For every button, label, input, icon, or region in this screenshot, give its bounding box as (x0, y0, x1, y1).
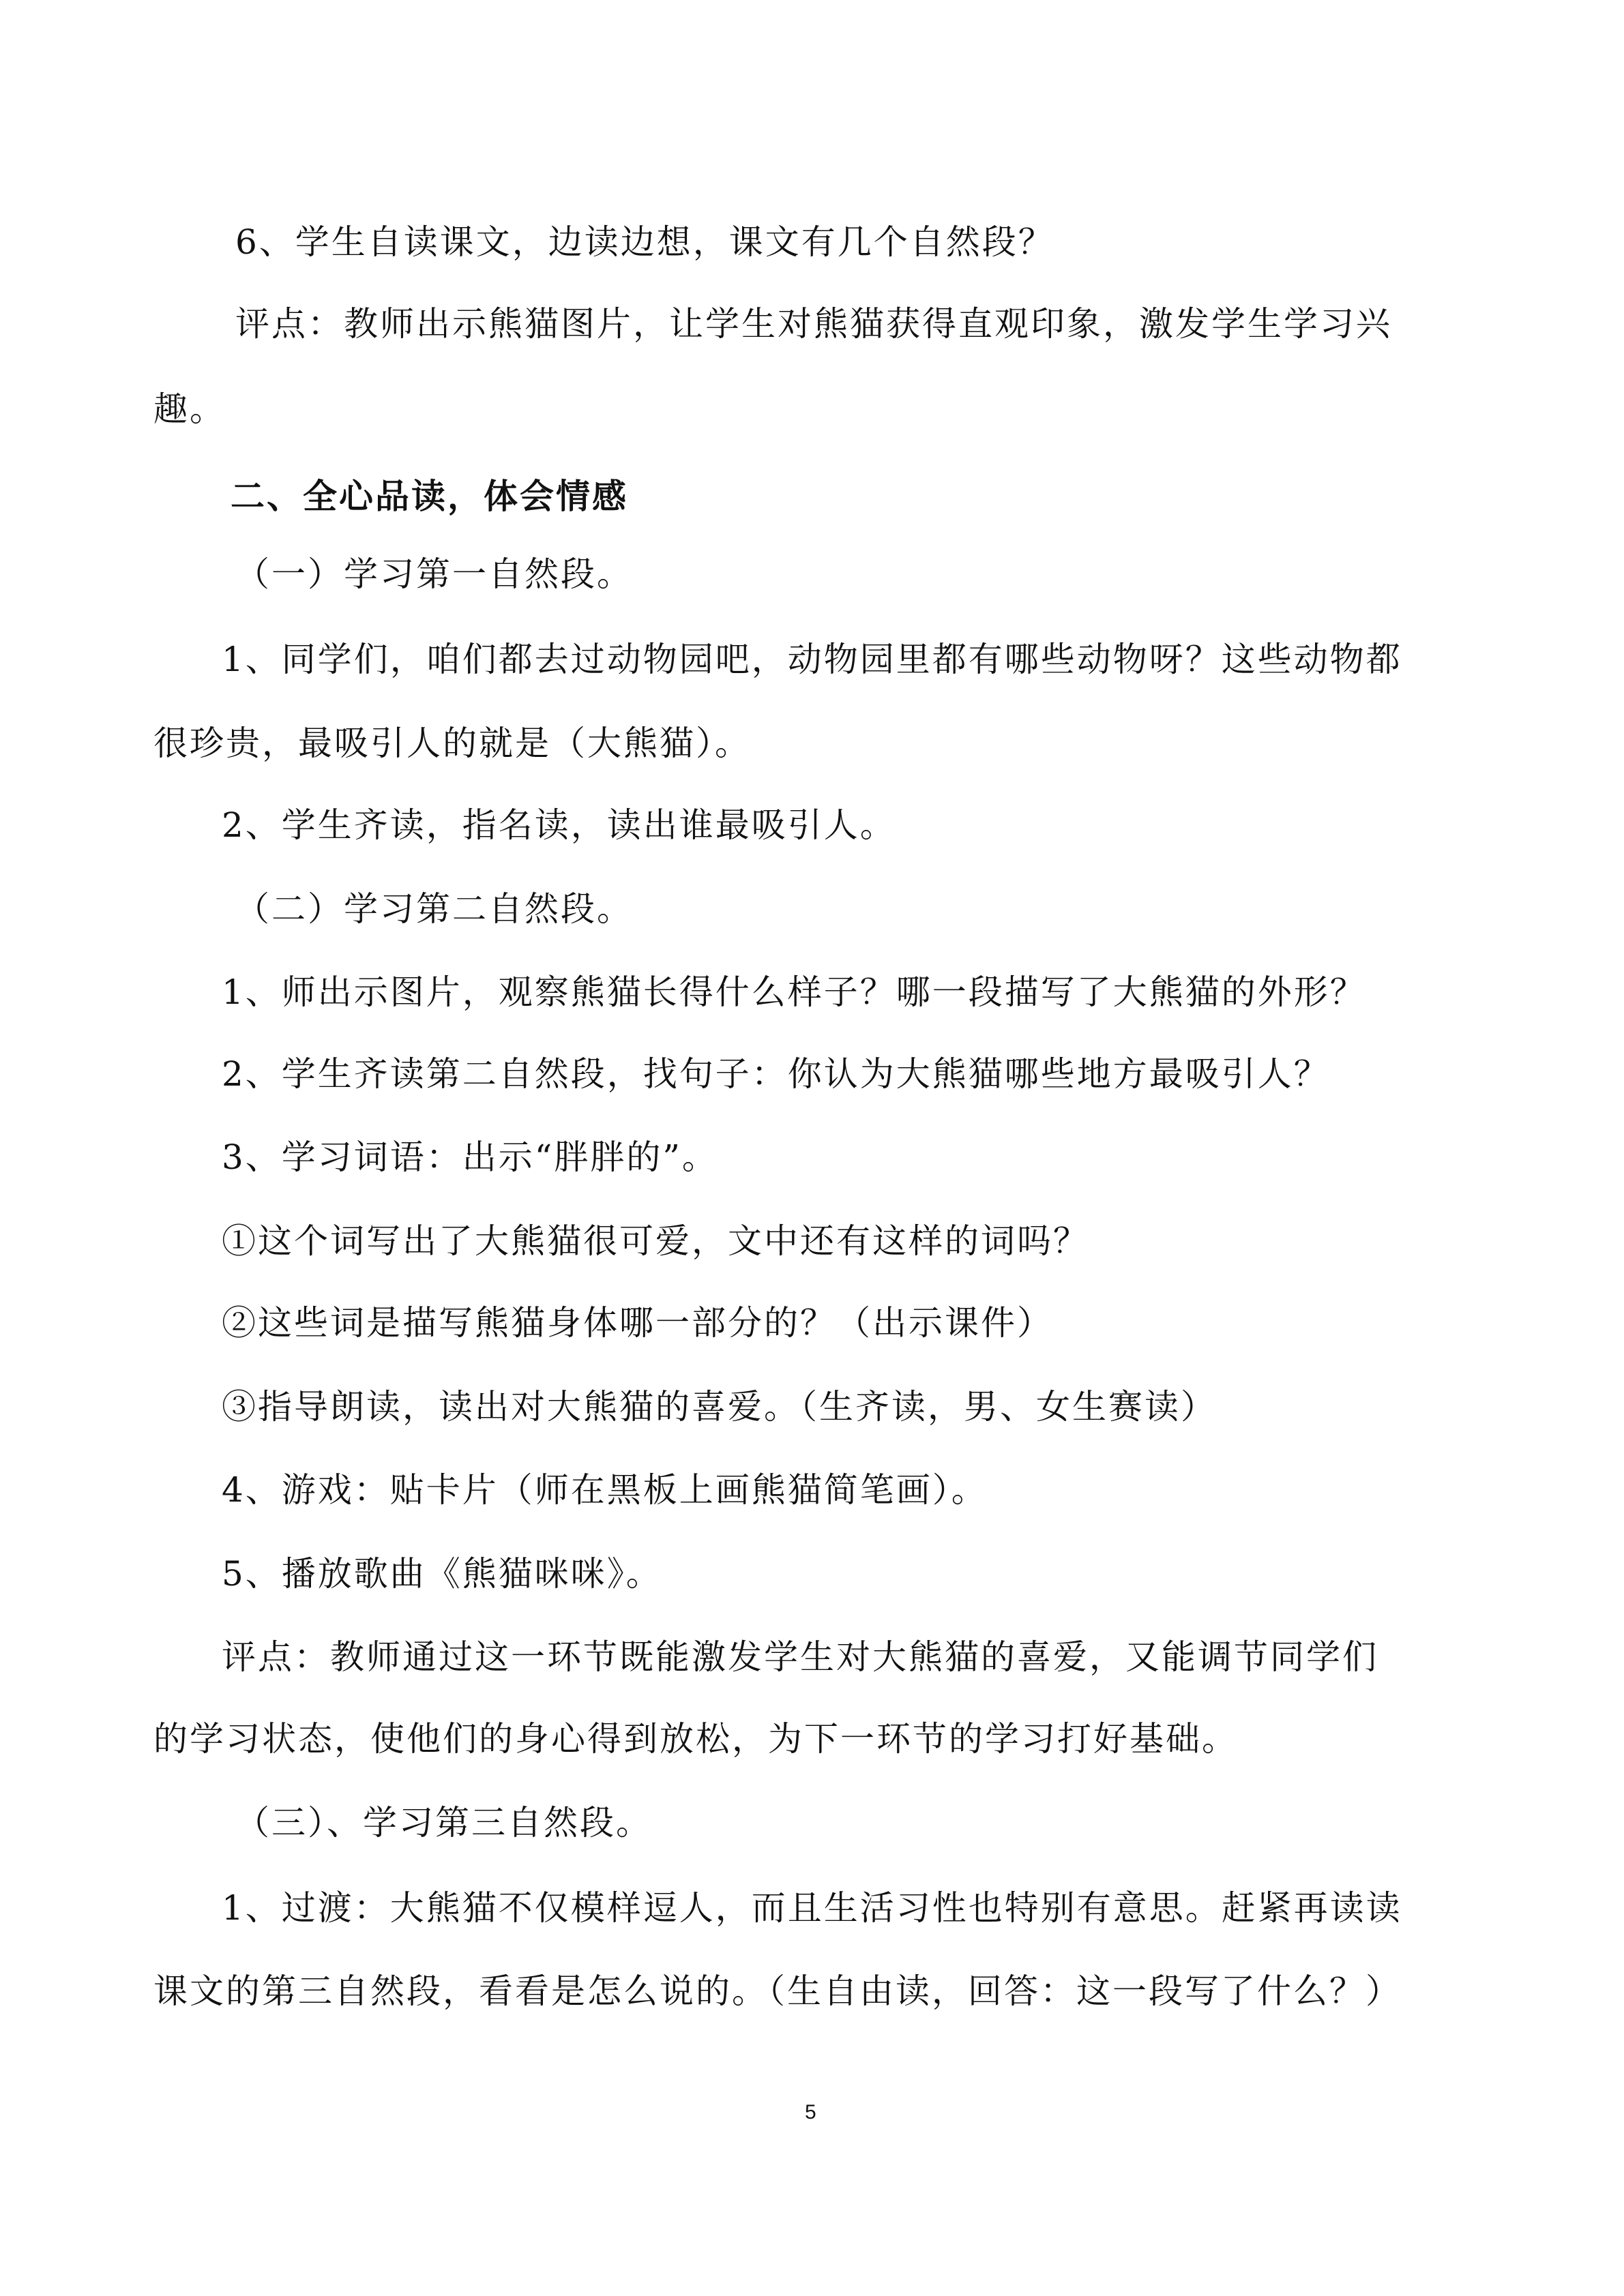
paragraph-line-11: ②这些词是描写熊猫身体哪一部分的？（出示课件） (222, 1303, 1053, 1343)
subsection-heading-3: （三）、学习第三自然段。 (235, 1803, 652, 1843)
section-heading: 二、全心品读，体会情感 (231, 477, 628, 516)
paragraph-line-4: 1、同学们，咱们都去过动物园吧，动物园里都有哪些动物呀？这些动物都 (222, 640, 1402, 679)
paragraph-line-10: ①这个词写出了大熊猫很可爱，文中还有这样的词吗？ (222, 1221, 1089, 1261)
paragraph-line-14: 5、播放歌曲《熊猫咪咪》。 (222, 1554, 662, 1594)
paragraph-line-16: 的学习状态，使他们的身心得到放松，为下一环节的学习打好基础。 (153, 1719, 1238, 1759)
paragraph-line-15: 评点：教师通过这一环节既能激发学生对大熊猫的喜爱，又能调节同学们 (222, 1637, 1378, 1677)
paragraph-line-9: 3、学习词语：出示“胖胖的”。 (222, 1137, 718, 1177)
paragraph-line-2: 评点：教师出示熊猫图片，让学生对熊猫获得直观印象，激发学生学习兴 (235, 304, 1392, 344)
paragraph-line-12: ③指导朗读，读出对大熊猫的喜爱。（生齐读，男、女生赛读） (222, 1387, 1217, 1427)
paragraph-line-13: 4、游戏：贴卡片（师在黑板上画熊猫简笔画）。 (222, 1470, 988, 1510)
paragraph-line-17: 1、过渡：大熊猫不仅模样逗人，而且生活习性也特别有意思。赶紧再读读 (222, 1888, 1402, 1928)
paragraph-line-1: 6、学生自读课文，边读边想，课文有几个自然段？ (235, 222, 1054, 262)
paragraph-line-6: 2、学生齐读，指名读，读出谁最吸引人。 (222, 805, 896, 845)
paragraph-line-18: 课文的第三自然段，看看是怎么说的。（生自由读，回答：这一段写了什么？） (153, 1971, 1402, 2011)
subsection-heading-2: （二）学习第二自然段。 (235, 889, 633, 929)
subsection-heading-1: （一）学习第一自然段。 (235, 554, 633, 594)
paragraph-line-8: 2、学生齐读第二自然段，找句子：你认为大熊猫哪些地方最吸引人？ (222, 1054, 1330, 1094)
paragraph-line-3: 趣。 (153, 389, 226, 429)
paragraph-line-5: 很珍贵，最吸引人的就是（大熊猫）。 (153, 724, 751, 763)
paragraph-line-7: 1、师出示图片，观察熊猫长得什么样子？哪一段描写了大熊猫的外形？ (222, 972, 1366, 1012)
page-number: 5 (805, 2101, 816, 2123)
